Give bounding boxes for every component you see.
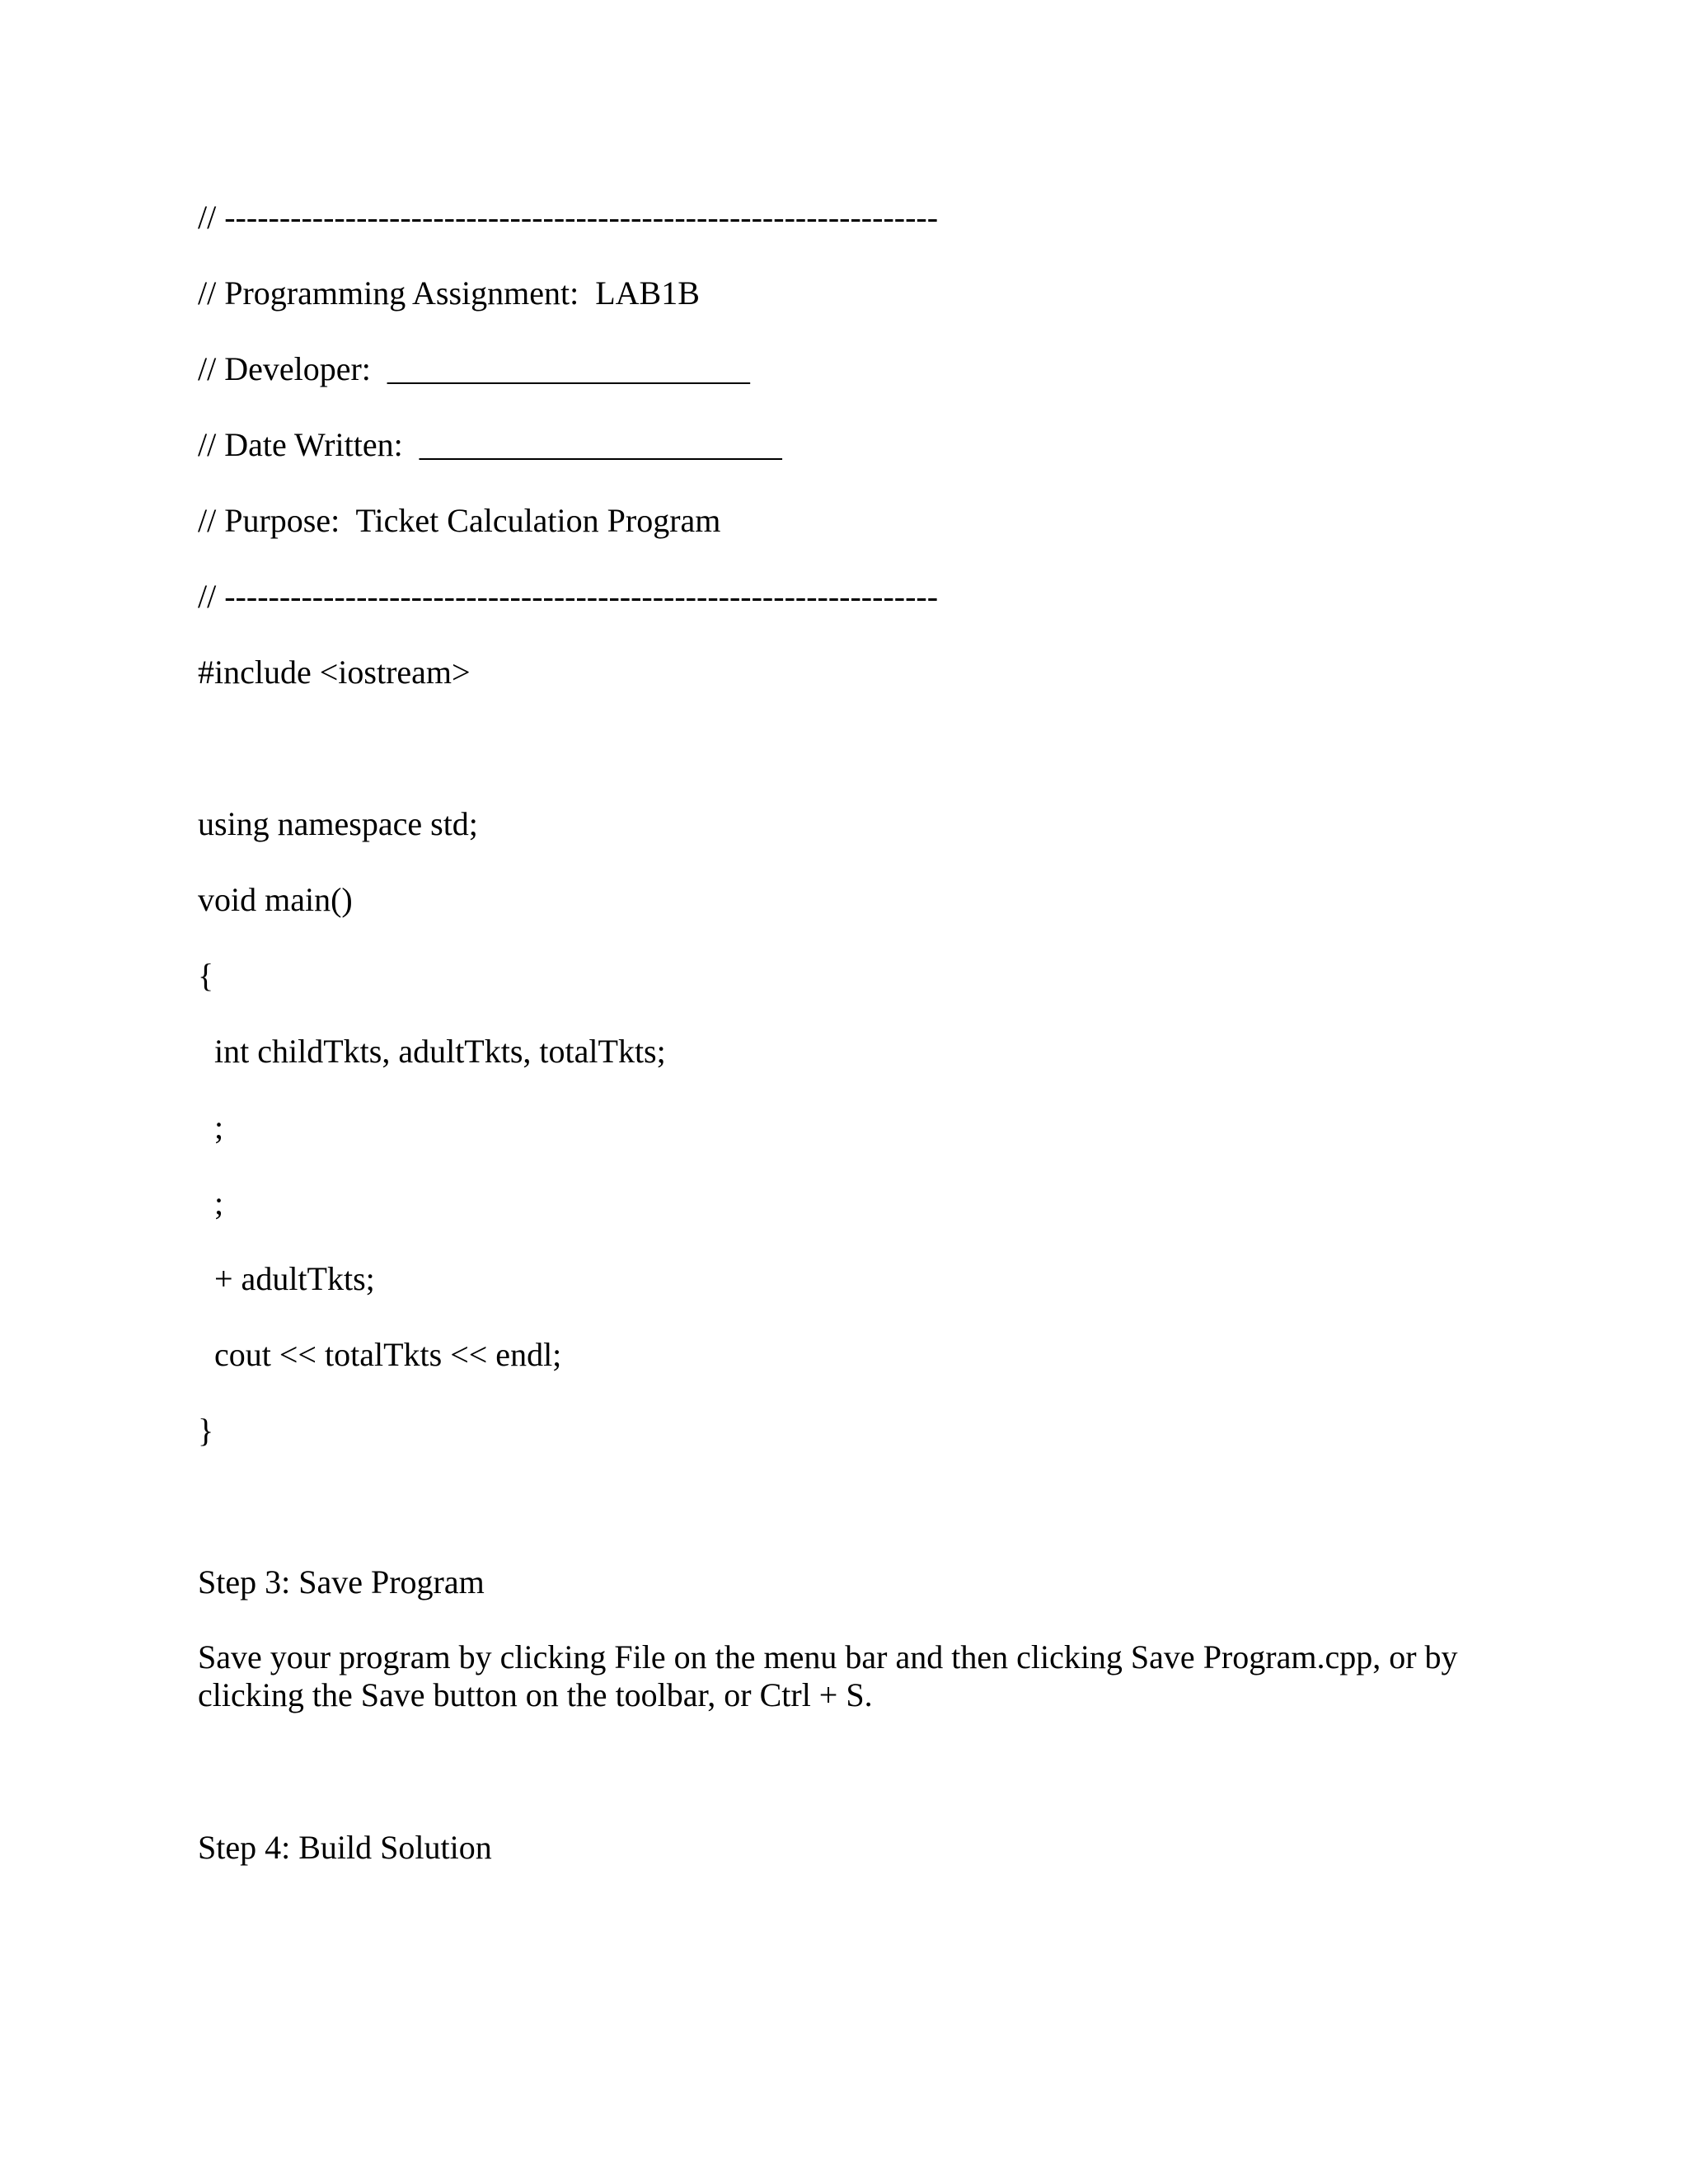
- comment-divider-bottom: // -----------------------------------------------------------------: [198, 578, 939, 615]
- include-line: #include <iostream>: [198, 654, 471, 691]
- step3-heading: Step 3: Save Program: [198, 1563, 485, 1601]
- statement-line-3: + adultTkts;: [198, 1260, 375, 1297]
- close-brace-line: }: [198, 1412, 214, 1449]
- statement-line-2: ;: [198, 1184, 224, 1221]
- save-instructions-paragraph: Save your program by clicking File on the menu bar and then clicking Save Program.cpp, or by clicking the Save button on the toolbar, or Ctrl + S.: [198, 1638, 1458, 1713]
- open-brace-line: {: [198, 957, 214, 994]
- cout-line: cout << totalTkts << endl;: [198, 1336, 562, 1373]
- comment-divider-top: // -----------------------------------------------------------------: [198, 199, 939, 236]
- main-signature-line: void main(): [198, 881, 353, 918]
- step4-heading: Step 4: Build Solution: [198, 1829, 492, 1866]
- statement-line-1: ;: [198, 1108, 224, 1146]
- date-written-line: // Date Written: ______________________: [198, 426, 782, 463]
- using-namespace-line: using namespace std;: [198, 805, 478, 842]
- purpose-line: // Purpose: Ticket Calculation Program: [198, 502, 721, 539]
- assignment-line: // Programming Assignment: LAB1B: [198, 274, 700, 312]
- declaration-line: int childTkts, adultTkts, totalTkts;: [198, 1033, 666, 1070]
- developer-line: // Developer: ______________________: [198, 350, 750, 387]
